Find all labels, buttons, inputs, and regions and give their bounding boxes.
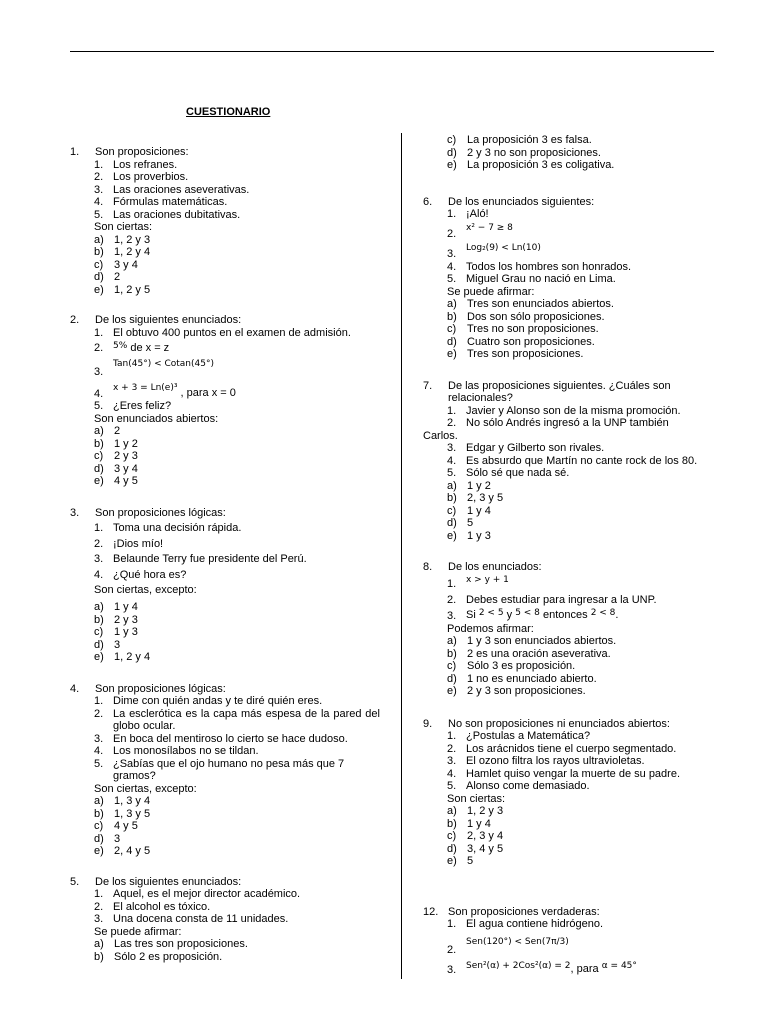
question-text: De las proposiciones siguientes. ¿Cuáles son relacionales? [448, 379, 671, 404]
item-text: El agua contiene hidrógeno. [466, 918, 603, 930]
option-text: 2 y 3 son proposiciones. [467, 685, 586, 697]
left-column [70, 146, 380, 963]
option-text: 5 [467, 855, 474, 867]
question-3 [70, 507, 380, 664]
option-letter: d) [94, 271, 104, 283]
item-text-continued: Carlos. [423, 429, 458, 442]
question-2 [70, 314, 380, 488]
item-text: Fórmulas matemáticas. [113, 196, 228, 208]
option-text: Tres no son proposiciones. [467, 323, 599, 335]
math-expression: 5% [113, 341, 128, 351]
subheading: Son ciertas: [94, 221, 153, 233]
item-text: El alcohol es tóxico. [113, 900, 211, 913]
item-number: 5. [94, 400, 104, 412]
item-text: Los arácnidos tiene el cuerpo segmentado. [466, 742, 677, 755]
option-text: 1, 2 y 4 [114, 651, 151, 663]
item-text: Hamlet quiso vengar la muerte de su padre. [466, 767, 681, 780]
question-number: 12. [423, 905, 439, 918]
math-expression: 5 < 8 [515, 608, 540, 618]
option-letter: c) [94, 820, 104, 832]
item-number: 4. [94, 745, 104, 757]
math-expression: 2 < 5 [478, 608, 504, 618]
item-number: 2. [94, 900, 104, 913]
option-text: Tres son enunciados abiertos. [467, 298, 614, 310]
option-letter: b) [447, 647, 457, 660]
option-letter: a) [447, 479, 457, 492]
option-text: 3, 4 y 5 [467, 842, 504, 855]
question-text: Son proposiciones: [95, 146, 189, 158]
item-number: 1. [94, 888, 104, 900]
item-number: 5. [447, 467, 457, 479]
option-text: 1, 2 y 3 [467, 805, 504, 817]
item-number: 3. [94, 913, 104, 925]
item-text: . [615, 609, 619, 621]
question-5 [70, 876, 380, 964]
item-number: 3. [447, 964, 457, 976]
item-number: 3. [94, 553, 104, 565]
option-letter: b) [94, 437, 104, 450]
item-text: Todos los hombres son honrados. [466, 260, 632, 273]
option-text: Sólo 2 es proposición. [114, 950, 223, 963]
option-text: 4 y 5 [114, 475, 138, 487]
item-text: No sólo Andrés ingresó a la UNP también [466, 417, 669, 429]
question-6 [423, 196, 737, 361]
math-expression: x + 3 = Ln(e)³ [113, 382, 178, 393]
item-number: 3. [447, 248, 457, 260]
option-text: 2, 3 y 5 [467, 492, 504, 504]
page-title: CUESTIONARIO [186, 106, 271, 118]
question-number: 4. [70, 682, 80, 695]
option-letter: e) [447, 348, 457, 360]
option-letter: b) [94, 950, 104, 963]
option-letter: e) [447, 855, 457, 867]
item-number: 4. [94, 196, 104, 208]
item-text: En boca del mentiroso lo cierto se hace dudoso. [113, 732, 348, 745]
math-expression: x > y + 1 [466, 575, 509, 585]
item-number: 3. [94, 183, 104, 196]
item-text: ¿Qué hora es? [113, 568, 187, 581]
question-1 [70, 146, 380, 296]
option-text: 1, 3 y 4 [114, 795, 151, 807]
option-text: 1, 2 y 4 [114, 246, 151, 258]
item-text: entonces [542, 609, 588, 621]
item-number: 1. [94, 158, 104, 171]
option-letter: a) [94, 425, 104, 437]
item-number: 2. [94, 537, 104, 550]
item-number: 1. [94, 326, 104, 339]
option-letter: b) [447, 817, 457, 830]
option-text: 1 y 2 [114, 437, 138, 450]
item-number: 1. [94, 522, 104, 534]
option-letter: a) [447, 635, 457, 647]
item-text: Alonso come demasiado. [466, 780, 590, 792]
option-text: 1, 2 y 5 [114, 283, 151, 296]
item-text: Miguel Grau no nació en Lima. [466, 273, 616, 285]
item-number: 3. [94, 365, 104, 378]
question-12 [423, 906, 737, 977]
option-text: 2 y 3 [114, 450, 138, 462]
item-text: La esclerótica es la capa más espesa de la pared del globo ocular. [113, 707, 380, 732]
item-number: 3. [94, 732, 104, 745]
option-letter: b) [94, 246, 104, 258]
option-text: Tres son proposiciones. [467, 348, 584, 360]
option-letter: d) [447, 146, 457, 159]
option-text: 2 es una oración aseverativa. [467, 647, 611, 660]
question-4 [70, 683, 380, 858]
option-letter: e) [94, 651, 104, 663]
question-5-continued [423, 134, 737, 172]
option-letter: a) [447, 298, 457, 310]
subheading: Se puede afirmar: [94, 925, 182, 938]
question-number: 7. [423, 379, 433, 392]
item-number: 2. [447, 417, 457, 429]
item-text: Belaunde Terry fue presidente del Perú. [113, 553, 307, 565]
math-expression: Tan(45°) < Cotan(45°) [113, 358, 214, 369]
option-text: 1 y 3 son enunciados abiertos. [467, 635, 617, 647]
item-number: 5. [94, 208, 104, 221]
option-letter: d) [94, 462, 104, 475]
column-divider [401, 133, 402, 979]
item-number: 5. [447, 273, 457, 285]
option-letter: c) [94, 626, 104, 638]
item-text: El obtuvo 400 puntos en el examen de admisión. [113, 326, 351, 339]
item-text: Aquel, es el mejor director académico. [113, 888, 301, 900]
subheading: Son enunciados abiertos: [94, 412, 219, 425]
math-expression: α = 45° [601, 961, 637, 971]
option-letter: c) [447, 830, 457, 842]
question-number: 1. [70, 146, 80, 158]
item-number: 2. [94, 171, 104, 183]
option-letter: d) [447, 842, 457, 855]
right-column [423, 134, 737, 977]
item-number: 1. [447, 208, 457, 220]
question-7 [423, 380, 737, 543]
question-text: Son proposiciones lógicas: [95, 682, 226, 695]
option-letter: b) [447, 492, 457, 504]
option-text: La proposición 3 es falsa. [467, 134, 592, 146]
option-letter: e) [447, 159, 457, 171]
item-text: , para x = 0 [180, 386, 236, 399]
item-number: 2. [447, 944, 457, 956]
question-9 [423, 718, 737, 868]
option-letter: a) [447, 805, 457, 817]
option-text: 1 y 4 [467, 817, 491, 830]
item-text: ¿Sabías que el ojo humano no pesa más que 7 gramos? [113, 757, 345, 782]
item-text: Las oraciones dubitativas. [113, 208, 241, 221]
item-text: Los proverbios. [113, 171, 189, 183]
option-text: 3 y 4 [114, 258, 138, 271]
item-text: ¿Eres feliz? [113, 400, 172, 412]
math-expression: x² − 7 ≥ 8 [466, 223, 513, 233]
question-number: 8. [423, 561, 433, 573]
item-text: Los monosílabos no se tildan. [113, 745, 259, 757]
item-number: 2. [94, 707, 104, 720]
option-letter: a) [94, 233, 104, 246]
item-number: 4. [447, 260, 457, 273]
item-number: 1. [447, 578, 457, 590]
option-letter: d) [447, 517, 457, 529]
item-text: Si [466, 609, 476, 621]
option-letter: d) [447, 335, 457, 348]
option-letter: c) [94, 450, 104, 462]
item-number: 3. [447, 755, 457, 767]
option-text: 1 no es enunciado abierto. [467, 672, 597, 685]
item-number: 5. [447, 780, 457, 792]
option-text: 2 y 3 no son proposiciones. [467, 146, 601, 159]
math-expression: Log₂(9) < Ln(10) [466, 243, 541, 253]
option-text: 2, 3 y 4 [467, 830, 504, 842]
question-text: De los siguientes enunciados: [95, 314, 242, 326]
option-text: 1, 3 y 5 [114, 807, 151, 820]
option-text: Dos son sólo proposiciones. [467, 310, 605, 323]
option-letter: e) [94, 845, 104, 857]
option-text: 2 [114, 425, 121, 437]
item-number: 2. [447, 228, 457, 240]
option-letter: a) [94, 795, 104, 807]
option-text: 1 y 4 [114, 601, 138, 613]
item-text: Sólo sé que nada sé. [466, 467, 570, 479]
item-text: ¿Postulas a Matemática? [466, 730, 591, 742]
option-text: 3 y 4 [114, 462, 138, 475]
question-text: De los enunciados: [448, 561, 542, 573]
item-number: 4. [94, 387, 104, 400]
item-number: 4. [447, 767, 457, 780]
option-letter: d) [94, 832, 104, 845]
math-expression: 2 < 8 [590, 608, 616, 618]
option-text: Cuatro son proposiciones. [467, 335, 595, 348]
option-letter: c) [447, 504, 457, 517]
option-letter: a) [94, 601, 104, 613]
option-letter: e) [447, 529, 457, 542]
item-number: 3. [447, 442, 457, 454]
item-text: Las oraciones aseverativas. [113, 183, 250, 196]
item-text: Es absurdo que Martín no cante rock de los 80. [466, 454, 698, 467]
item-text: Edgar y Gilberto son rivales. [466, 442, 605, 454]
item-number: 1. [94, 695, 104, 707]
option-letter: b) [447, 310, 457, 323]
item-text: , para [570, 963, 599, 975]
option-letter: c) [447, 660, 457, 672]
item-number: 4. [447, 454, 457, 467]
option-text: 2 [114, 271, 121, 283]
item-text: Una docena consta de 11 unidades. [113, 913, 289, 925]
option-letter: e) [447, 685, 457, 697]
subheading: Se puede afirmar: [447, 285, 535, 298]
option-letter: d) [94, 638, 104, 651]
question-text: No son proposiciones ni enunciados abiertos: [448, 717, 670, 730]
item-number: 2. [447, 742, 457, 755]
subheading: Son ciertas, excepto: [94, 782, 197, 795]
question-text: De los siguientes enunciados: [95, 875, 242, 888]
option-text: 1 y 3 [114, 626, 138, 638]
question-number: 6. [423, 195, 433, 208]
option-text: Sólo 3 es proposición. [467, 660, 576, 672]
option-letter: c) [447, 323, 457, 335]
option-letter: b) [94, 613, 104, 626]
math-expression: Sen(120°) < Sen(7π/3) [466, 937, 569, 947]
option-text: 2 y 3 [114, 613, 138, 626]
math-expression: Sen²(α) + 2Cos²(α) = 2 [466, 961, 571, 971]
question-number: 3. [70, 506, 80, 519]
question-number: 5. [70, 875, 80, 888]
option-text: 1 y 3 [467, 529, 491, 542]
item-number: 4. [94, 568, 104, 581]
option-text: 3 [114, 638, 121, 651]
question-number: 9. [423, 717, 433, 730]
item-text: ¡Dios mío! [113, 537, 164, 550]
option-text: 1 y 2 [467, 479, 491, 492]
item-number: 2. [94, 342, 104, 354]
option-letter: e) [94, 475, 104, 487]
item-text: El ozono filtra los rayos ultravioletas. [466, 755, 645, 767]
option-text: 3 [114, 832, 121, 845]
option-letter: b) [94, 807, 104, 820]
item-text: Debes estudiar para ingresar a la UNP. [466, 594, 657, 606]
item-number: 1. [447, 404, 457, 417]
subheading: Son ciertas, excepto: [94, 584, 197, 596]
option-text: 1 y 4 [467, 504, 491, 517]
item-text: y [506, 609, 513, 621]
question-8 [423, 561, 737, 698]
option-letter: d) [447, 672, 457, 685]
top-rule [70, 51, 714, 52]
item-number: 5. [94, 757, 104, 770]
item-number: 1. [447, 730, 457, 742]
item-text: Dime con quién andas y te diré quién eres. [113, 695, 323, 707]
item-text: Javier y Alonso son de la misma promoción. [466, 404, 681, 417]
item-number: 1. [447, 918, 457, 930]
option-letter: a) [94, 938, 104, 950]
question-number: 2. [70, 314, 80, 326]
question-text: Son proposiciones verdaderas: [448, 905, 600, 918]
item-text: de x = z [130, 342, 170, 354]
item-text: Toma una decisión rápida. [113, 522, 242, 534]
option-text: 5 [467, 517, 474, 529]
option-letter: c) [447, 134, 457, 146]
item-number: 3. [447, 610, 457, 622]
subheading: Son ciertas: [447, 792, 506, 805]
item-number: 2. [447, 594, 457, 606]
option-text: Las tres son proposiciones. [114, 938, 248, 950]
option-text: 2, 4 y 5 [114, 845, 151, 857]
option-letter: c) [94, 258, 104, 271]
subheading: Podemos afirmar: [447, 622, 534, 635]
question-text: De los enunciados siguientes: [448, 195, 595, 208]
option-letter: e) [94, 283, 104, 296]
item-text: Los refranes. [113, 158, 178, 171]
option-text: 1, 2 y 3 [114, 233, 151, 246]
item-text: ¡Aló! [466, 208, 489, 220]
option-text: La proposición 3 es coligativa. [467, 159, 615, 171]
question-text: Son proposiciones lógicas: [95, 506, 226, 519]
option-text: 4 y 5 [114, 820, 138, 832]
